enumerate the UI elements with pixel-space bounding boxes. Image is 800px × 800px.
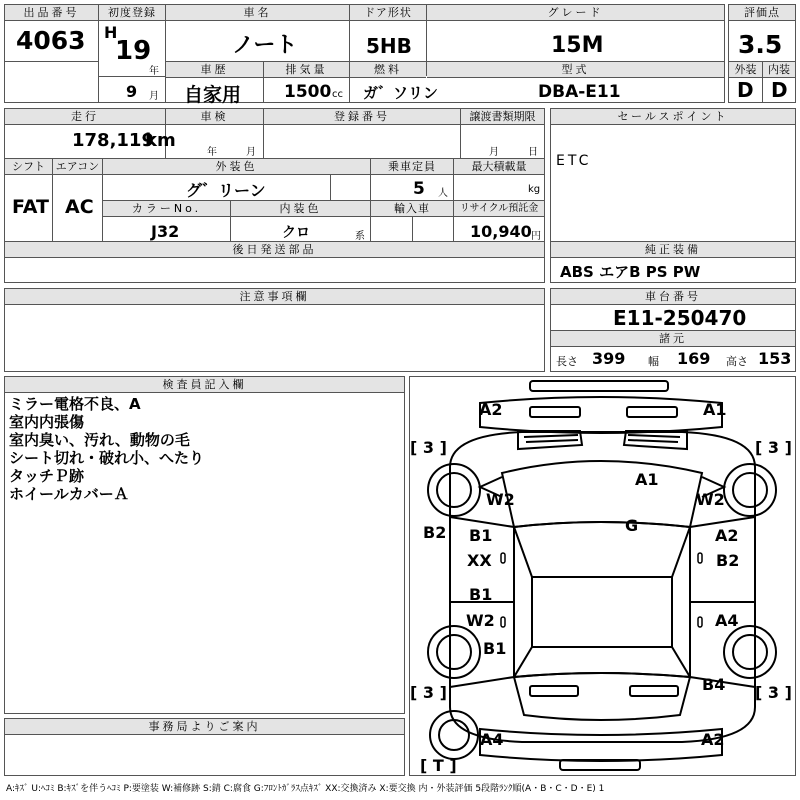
mark-rear-fender-left: B1 bbox=[483, 639, 507, 658]
interior-color-unit: 系 bbox=[355, 231, 365, 242]
mileage: 178,119 bbox=[72, 130, 154, 151]
mark-tire-rear-left: [ 3 ] bbox=[410, 683, 447, 702]
recycle-fee: 10,940 bbox=[470, 222, 532, 241]
color-no: J32 bbox=[151, 222, 180, 241]
reg-month: 9 bbox=[126, 82, 138, 101]
interior-color-label: 内装色 bbox=[231, 201, 370, 217]
inspector-line-6: ホイールカバーＡ bbox=[9, 485, 129, 503]
exterior-label: 外装 bbox=[729, 62, 762, 78]
sales-point-text: ETC bbox=[556, 153, 592, 169]
mark-tire-front-left: [ 3 ] bbox=[410, 438, 447, 457]
era: H bbox=[104, 23, 118, 42]
inspector-line-4: シート切れ・破れ小、へたり bbox=[9, 449, 205, 467]
mark-front-door-left-1: B1 bbox=[469, 526, 493, 545]
car-damage-diagram bbox=[410, 377, 795, 775]
notes-label: 注意事項欄 bbox=[5, 289, 544, 305]
car-name: ノート bbox=[232, 33, 298, 58]
interior-color: クロ bbox=[282, 225, 310, 241]
width-label: 幅 bbox=[648, 355, 659, 368]
width: 169 bbox=[677, 349, 711, 368]
reg-year: 19 bbox=[115, 36, 152, 66]
inspection-label: 車検 bbox=[166, 109, 263, 125]
mark-rear-door-right: A4 bbox=[715, 611, 739, 630]
equipment-text: ABS エアB PS PW bbox=[560, 263, 701, 281]
mark-rear-right: A2 bbox=[701, 730, 725, 749]
height: 153 bbox=[758, 349, 792, 368]
length: 399 bbox=[592, 349, 626, 368]
door-type: 5HB bbox=[366, 34, 412, 58]
max-load-unit: kg bbox=[528, 184, 541, 195]
import-label: 輸入車 bbox=[371, 201, 453, 217]
inspector-label: 検査員記入欄 bbox=[5, 377, 404, 393]
history-label: 車歴 bbox=[166, 62, 263, 78]
lot-number-label: 出品番号 bbox=[5, 5, 98, 21]
mark-rear-fender-right: B4 bbox=[702, 675, 726, 694]
sales-point-label: セールスポイント bbox=[551, 109, 795, 125]
transfer-day-unit: 日 bbox=[528, 147, 538, 158]
inspection-month-unit: 月 bbox=[246, 147, 256, 158]
office-label: 事務局よりご案内 bbox=[5, 719, 404, 735]
mark-front-door-left-2: XX bbox=[467, 551, 492, 570]
ac-label: エアコン bbox=[53, 159, 102, 175]
chassis-label: 車台番号 bbox=[551, 289, 795, 305]
fuel-label: 燃料 bbox=[350, 62, 426, 78]
capacity: 5 bbox=[413, 179, 425, 199]
history: 自家用 bbox=[184, 84, 242, 106]
mileage-unit: km bbox=[145, 130, 176, 151]
score-label: 評価点 bbox=[729, 5, 795, 21]
grade-label: グレード bbox=[427, 5, 724, 21]
mileage-label: 走行 bbox=[5, 109, 165, 125]
height-label: 高さ bbox=[726, 355, 748, 368]
inspector-line-5: タッチＰ跡 bbox=[9, 467, 85, 485]
sales-point-box bbox=[550, 108, 796, 242]
inspector-line-3: 室内臭い、汚れ、動物の毛 bbox=[9, 431, 190, 449]
mark-spare-tire: [ T ] bbox=[420, 756, 457, 775]
inspector-line-2: 室内内張傷 bbox=[9, 413, 85, 431]
max-load-label: 最大積載量 bbox=[454, 159, 544, 175]
model-label: 型式 bbox=[427, 62, 724, 78]
mark-front-door-right-1: A2 bbox=[715, 526, 739, 545]
legend-text: A:ｷｽﾞ U:ﾍｺﾐ B:ｷｽﾞを伴うﾍｺﾐ P:要塗装 W:補修跡 S:錆 C:腐食 G:ﾌﾛﾝﾄｶﾞﾗｽ点ｷｽﾞ XX:交換済み X:要交換 内・外装評価 5段階ﾗﾝｸ順(A・B・C・D・E) 1 bbox=[6, 784, 605, 794]
mark-tire-front-right: [ 3 ] bbox=[755, 438, 792, 457]
fuel: ガ゛ソリン bbox=[363, 84, 439, 102]
inspection-year-unit: 年 bbox=[207, 147, 217, 158]
shift-label: シフト bbox=[5, 159, 52, 175]
interior-label: 内装 bbox=[763, 62, 795, 78]
ac: AC bbox=[65, 196, 94, 218]
color-no-label: カラーNo. bbox=[103, 201, 230, 217]
mark-rear-left: A4 bbox=[480, 730, 504, 749]
dims-label: 諸元 bbox=[551, 331, 795, 347]
exterior-color: グ゛リーン bbox=[186, 181, 266, 200]
first-reg-label: 初度登録 bbox=[99, 5, 165, 21]
inspector-line-1: ミラー電格不良、A bbox=[9, 395, 141, 413]
mark-fender-left: W2 bbox=[486, 490, 515, 509]
model: DBA-E11 bbox=[538, 82, 621, 102]
capacity-unit: 人 bbox=[438, 188, 448, 199]
capacity-label: 乗車定員 bbox=[371, 159, 453, 175]
mark-front-door-right-2: B2 bbox=[716, 551, 740, 570]
score: 3.5 bbox=[738, 30, 783, 59]
transfer-label: 譲渡書類期限 bbox=[461, 109, 544, 125]
mark-rear-door-left-1: B1 bbox=[469, 585, 493, 604]
exterior-grade: D bbox=[737, 78, 754, 102]
mark-bonnet: A1 bbox=[635, 470, 659, 489]
mark-rear-door-left-2: W2 bbox=[466, 611, 495, 630]
mark-tire-rear-right: [ 3 ] bbox=[755, 683, 792, 702]
car-name-label: 車名 bbox=[166, 5, 349, 21]
mark-front-left: A2 bbox=[479, 400, 503, 419]
door-label: ドア形状 bbox=[350, 5, 426, 21]
mark-front-right: A1 bbox=[703, 400, 727, 419]
grade: 15M bbox=[551, 33, 604, 58]
displacement: 1500 bbox=[284, 82, 332, 102]
reg-month-unit: 月 bbox=[149, 91, 159, 102]
displacement-unit: cc bbox=[332, 89, 343, 100]
chassis-number: E11-250470 bbox=[613, 306, 747, 330]
mark-windshield: G bbox=[625, 516, 639, 535]
reg-number-label: 登録番号 bbox=[264, 109, 460, 125]
transfer-month-unit: 月 bbox=[489, 147, 499, 158]
mark-left-side: B2 bbox=[423, 523, 447, 542]
equipment-label: 純正装備 bbox=[551, 242, 795, 258]
mark-fender-right: W2 bbox=[696, 490, 725, 509]
displacement-label: 排気量 bbox=[264, 62, 349, 78]
reg-year-unit: 年 bbox=[149, 66, 159, 77]
color-label: 外装色 bbox=[103, 159, 370, 175]
shift: FAT bbox=[12, 196, 49, 218]
lot-number: 4063 bbox=[16, 26, 86, 55]
recycle-unit: 円 bbox=[531, 231, 541, 242]
recycle-label: リサイクル預託金 bbox=[454, 201, 544, 217]
length-label: 長さ bbox=[556, 355, 578, 368]
later-parts-label: 後日発送部品 bbox=[5, 242, 544, 258]
interior-grade: D bbox=[771, 78, 788, 102]
